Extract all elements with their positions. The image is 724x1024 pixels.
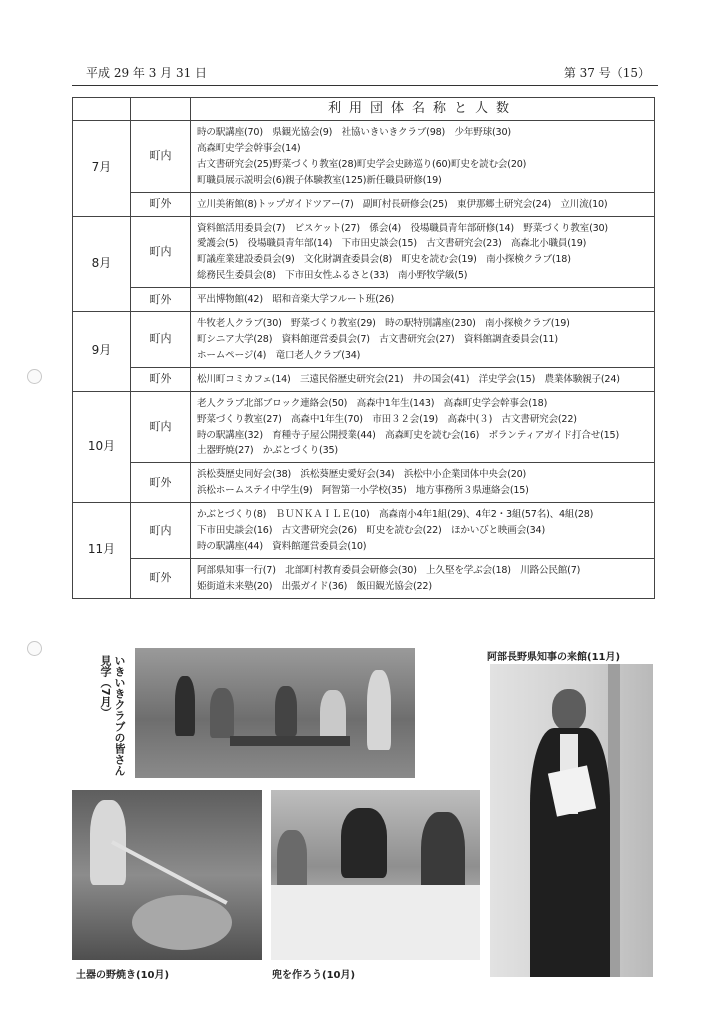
photo-pottery-firing [72,790,262,960]
table-row [73,192,655,216]
table-row [73,503,655,559]
area-cell: 町内 [131,312,191,368]
table-shape [230,736,350,746]
groups-cell [191,367,655,391]
group-line: 土器野焼(27) かぶとづくり(35) [197,445,338,457]
group-line: 浜松ホームステイ中学生(9) 阿智第一小学校(35) 地方事務所３県連絡会(15) [197,485,529,497]
group-line: 野菜づくり教室(27) 高森中1年生(70) 市田３２会(19) 高森中(３) 古文書研究会(22) [197,413,577,425]
group-line: 阿部県知事一行(7) 北部町村教育委員会研修会(30) 上久堅を学ぶ会(18) 川路公民館(7) [197,564,581,576]
group-line: 姫街道未来塾(20) 出張ガイド(36) 飯田観光協会(22) [197,580,432,592]
group-line: 立川美術館(8)トップガイドツアー(7) 副町村長研修会(25) 東伊那郷土研究会(24) 立川流(10) [197,198,608,210]
group-line: 資料館活用委員会(7) ビスケット(27) 係会(4) 役場職員青年部研修(14) 野菜づくり教室(30) [197,222,608,234]
table-row [73,216,655,288]
groups-cell [191,312,655,368]
photo-club-visit [135,648,415,778]
table-row [73,391,655,463]
group-line: 浜松葵歴史同好会(38) 浜松葵歴史愛好会(34) 浜松中小企業団体中央会(20) [197,469,527,481]
groups-cell [191,216,655,288]
binder-hole [27,641,42,656]
group-line: 愛護会(5) 役場職員青年部(14) 下市田史談会(15) 古文書研究会(23) 高森北小職員(19) [197,238,587,250]
person-figure [275,686,297,736]
month-cell: 9月 [73,312,131,392]
usage-table [72,97,655,599]
table-row [73,312,655,368]
pottery-caption: 土器の野焼き(10月) [76,970,170,981]
person-figure [90,800,126,885]
page-header [86,64,654,84]
group-line: 松川町コミカフェ(14) 三遠民俗歴史研究会(21) 井の国会(41) 洋史学会(15) 農業体験親子(24) [197,373,620,385]
area-cell: 町外 [131,367,191,391]
group-line: 老人クラブ北部ブロック連絡会(50) 高森中1年生(143) 高森町史学会幹事会(18) [197,397,548,409]
group-line: かぶとづくり(8) ＢＵＮＫＡＩＬＥ(10) 高森南小4年1組(29)、4年2・3組(57名)、4組(28) [197,509,594,521]
month-cell: 8月 [73,216,131,312]
group-line: 時の駅講座(70) 県観光協会(9) 社協いきいきクラブ(98) 少年野球(30) [197,127,511,138]
table-title: 利用団体名称と人数 [191,98,655,121]
month-cell: 11月 [73,503,131,599]
person-figure [367,670,391,750]
governor-caption: 阿部長野県知事の来館(11月) [487,652,621,663]
publication-date: 平成 29 年 3 月 31 日 [86,66,208,80]
area-cell: 町内 [131,503,191,559]
group-line: ホームページ(4) 竜口老人クラブ(34) [197,349,361,361]
pottery-pile [132,895,232,950]
area-cell: 町外 [131,192,191,216]
group-line: 牛牧老人クラブ(30) 野菜づくり教室(29) 時の駅特別講座(230) 南小探検クラブ(19) [197,318,570,330]
group-line: 高森町史学会幹事会(14) [197,142,301,154]
area-cell: 町内 [131,121,191,193]
area-cell: 町内 [131,216,191,288]
groups-cell [191,503,655,559]
group-line: 時の駅講座(44) 資料館運営委員会(10) [197,540,367,552]
table-row [73,367,655,391]
groups-cell [191,121,655,193]
area-cell: 町外 [131,558,191,598]
group-line: 時の駅講座(32) 育種寺子屋公開授業(44) 高森町史を読む会(16) ボランティアガイド打合せ(15) [197,429,619,441]
groups-cell [191,391,655,463]
month-cell: 10月 [73,391,131,502]
group-line: 総務民生委員会(8) 下市田女性ふるさと(33) 南小野牧学級(5) [197,270,468,282]
photo-kabuto-making [271,790,480,960]
photo-governor-visit [490,664,653,977]
groups-cell [191,463,655,503]
month-cell: 7月 [73,121,131,217]
person-figure [277,830,307,890]
group-line: 町職員展示説明会(6)親子体験教室(125)新任職員研修(19) [197,174,442,186]
group-line: 古文書研究会(25)野菜づくり教室(28)町史学会史跡巡り(60)町史を読む会(20) [197,158,527,170]
area-cell: 町内 [131,391,191,463]
table-row [73,288,655,312]
group-line: 町議産業建設委員会(9) 文化財調査委員会(8) 町史を読む会(19) 南小探検クラブ(18) [197,254,571,266]
group-line: 平出博物館(42) 昭和音楽大学フルート班(26) [197,294,395,306]
group-line: 下市田史談会(16) 古文書研究会(26) 町史を読む会(22) ほかいびと映画会(34) [197,525,545,537]
groups-cell [191,288,655,312]
person-figure [175,676,195,736]
person-head [552,689,586,731]
group-line: 町シニア大学(28) 資料館運営委員会(7) 古文書研究会(27) 資料館調査委員会(11) [197,333,558,345]
header-rule [72,85,658,86]
table-corner [73,98,131,121]
table-row [73,121,655,193]
kabuto-caption: 兜を作ろう(10月) [272,970,356,981]
area-cell: 町外 [131,463,191,503]
table-row [73,463,655,503]
groups-cell [191,192,655,216]
issue-number: 第 37 号（15） [563,66,650,80]
club-caption: いきいきクラブの皆さん見学（7月） [99,655,126,776]
binder-hole [27,369,42,384]
person-figure [210,688,234,738]
groups-cell [191,558,655,598]
paper-table [271,885,480,960]
person-figure [341,808,387,878]
area-cell: 町外 [131,288,191,312]
table-corner [131,98,191,121]
table-row [73,558,655,598]
